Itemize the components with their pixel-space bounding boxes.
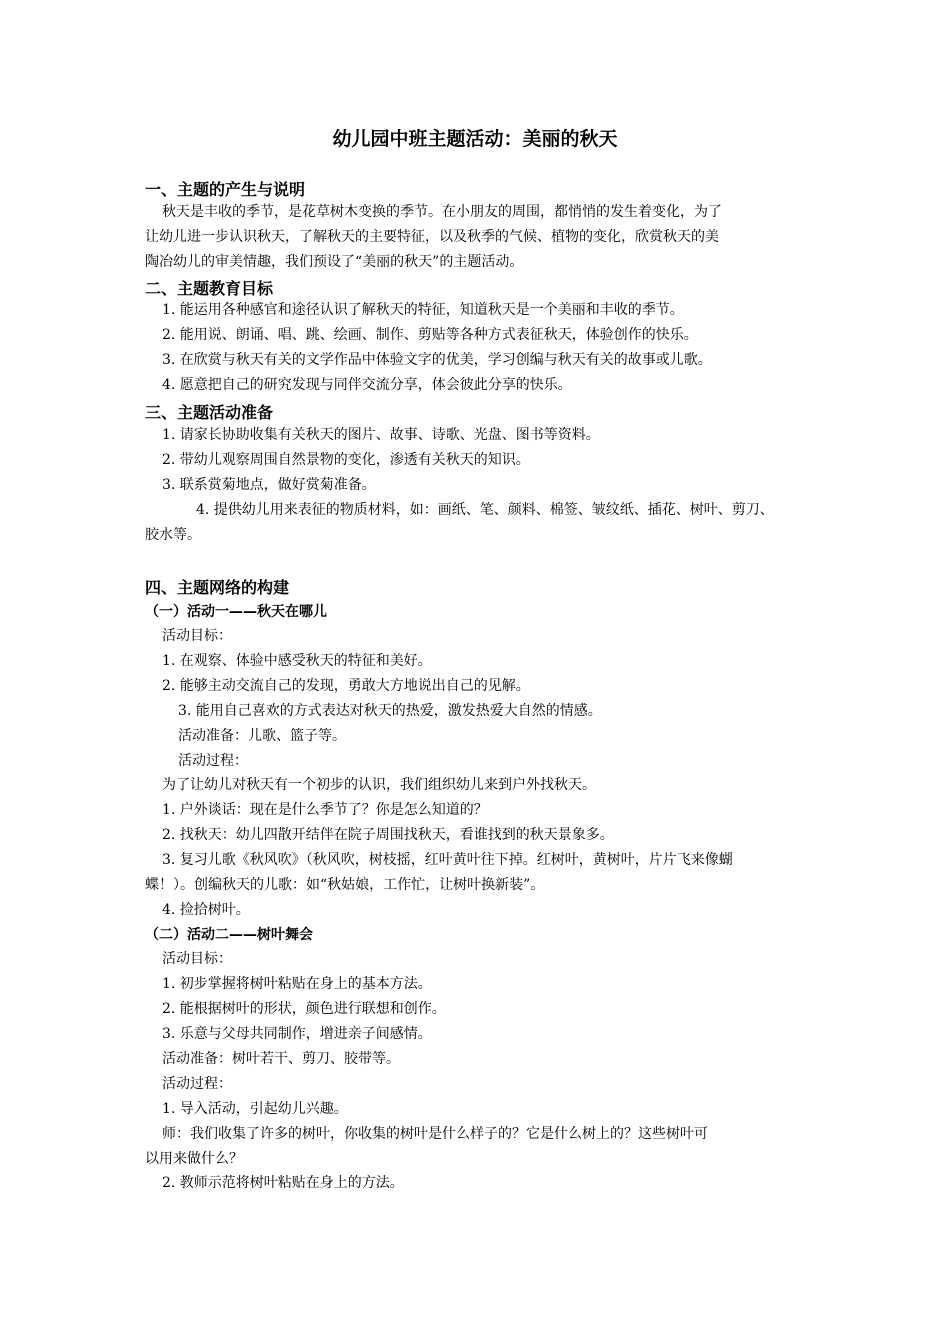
activity-line: 以用来做什么？ (145, 1151, 243, 1167)
activity-line: 活动准备：树叶若干、剪刀、胶带等。 (162, 1051, 400, 1067)
list-item: 2. 能用说、朗诵、唱、跳、绘画、制作、剪贴等各种方式表征秋天，体验创作的快乐。 (162, 327, 698, 343)
activity-line: 活动目标： (162, 951, 232, 967)
activity-line: 活动目标： (162, 628, 232, 644)
paragraph-line: 陶冶幼儿的审美情趣，我们预设了“美丽的秋天”的主题活动。 (145, 254, 524, 270)
list-item: 2. 带幼儿观察周围自然景物的变化，渗透有关秋天的知识。 (162, 452, 530, 468)
list-item: 3. 联系赏菊地点，做好赏菊准备。 (162, 477, 376, 493)
activity-line: 1. 户外谈话：现在是什么季节了？你是怎么知道的？ (162, 802, 488, 818)
section-1-heading: 一、主题的产生与说明 (145, 180, 306, 199)
list-item: 4. 提供幼儿用来表征的物质材料，如：画纸、笔、颜料、棉签、皱纹纸、插花、树叶、剪刀、 (196, 502, 774, 518)
activity-line: 3. 复习儿歌《秋风吹》（秋风吹，树枝摇，红叶黄叶往下掉。红树叶，黄树叶，片片飞来像蝴 (162, 852, 733, 868)
activity-line: 4. 捡拾树叶。 (162, 902, 250, 918)
section-2-heading: 二、主题教育目标 (145, 279, 274, 298)
activity-line: 活动过程： (178, 753, 248, 769)
activity-line: 活动过程： (162, 1076, 232, 1092)
list-item: 3. 在欣赏与秋天有关的文学作品中体验文字的优美，学习创编与秋天有关的故事或儿歌。 (162, 352, 712, 368)
activity-line: 2. 能根据树叶的形状，颜色进行联想和创作。 (162, 1001, 446, 1017)
list-item: 1. 能运用各种感官和途径认识了解秋天的特征，知道秋天是一个美丽和丰收的季节。 (162, 302, 684, 318)
section-4-heading: 四、主题网络的构建 (145, 578, 290, 597)
activity-line: 1. 导入活动，引起幼儿兴趣。 (162, 1101, 348, 1117)
activity-line: 活动准备：儿歌、篮子等。 (178, 728, 346, 744)
activity-line: 为了让幼儿对秋天有一个初步的认识，我们组织幼儿来到户外找秋天。 (162, 777, 596, 793)
activity-1-heading: （一）活动一——秋天在哪儿 (145, 604, 327, 620)
activity-line: 3. 能用自己喜欢的方式表达对秋天的热爱，激发热爱大自然的情感。 (178, 703, 602, 719)
paragraph-line: 让幼儿进一步认识秋天，了解秋天的主要特征，以及秋季的气候、植物的变化，欣赏秋天的美 (145, 229, 719, 245)
activity-line: 1. 初步掌握将树叶粘贴在身上的基本方法。 (162, 976, 432, 992)
activity-line: 师：我们收集了许多的树叶，你收集的树叶是什么样子的？它是什么树上的？这些树叶可 (162, 1126, 708, 1142)
activity-2-heading: （二）活动二——树叶舞会 (145, 927, 313, 943)
list-item: 4. 愿意把自己的研究发现与同伴交流分享，体会彼此分享的快乐。 (162, 377, 572, 393)
activity-line: 2. 教师示范将树叶粘贴在身上的方法。 (162, 1175, 404, 1191)
activity-line: 蝶！）。创编秋天的儿歌：如“秋姑娘，工作忙，让树叶换新装”。 (145, 877, 545, 893)
paragraph-line: 秋天是丰收的季节，是花草树木变换的季节。在小朋友的周围，都悄悄的发生着变化，为了 (162, 204, 722, 220)
activity-line: 2. 找秋天：幼儿四散开结伴在院子周围找秋天，看谁找到的秋天景象多。 (162, 827, 614, 843)
list-item: 1. 请家长协助收集有关秋天的图片、故事、诗歌、光盘、图书等资料。 (162, 427, 600, 443)
section-3-heading: 三、主题活动准备 (145, 403, 274, 422)
activity-line: 3. 乐意与父母共同制作，增进亲子间感情。 (162, 1026, 432, 1042)
document-title: 幼儿园中班主题活动：美丽的秋天 (332, 128, 618, 150)
activity-line: 2. 能够主动交流自己的发现，勇敢大方地说出自己的见解。 (162, 678, 530, 694)
list-item: 胶水等。 (145, 527, 201, 543)
activity-line: 1. 在观察、体验中感受秋天的特征和美好。 (162, 653, 432, 669)
